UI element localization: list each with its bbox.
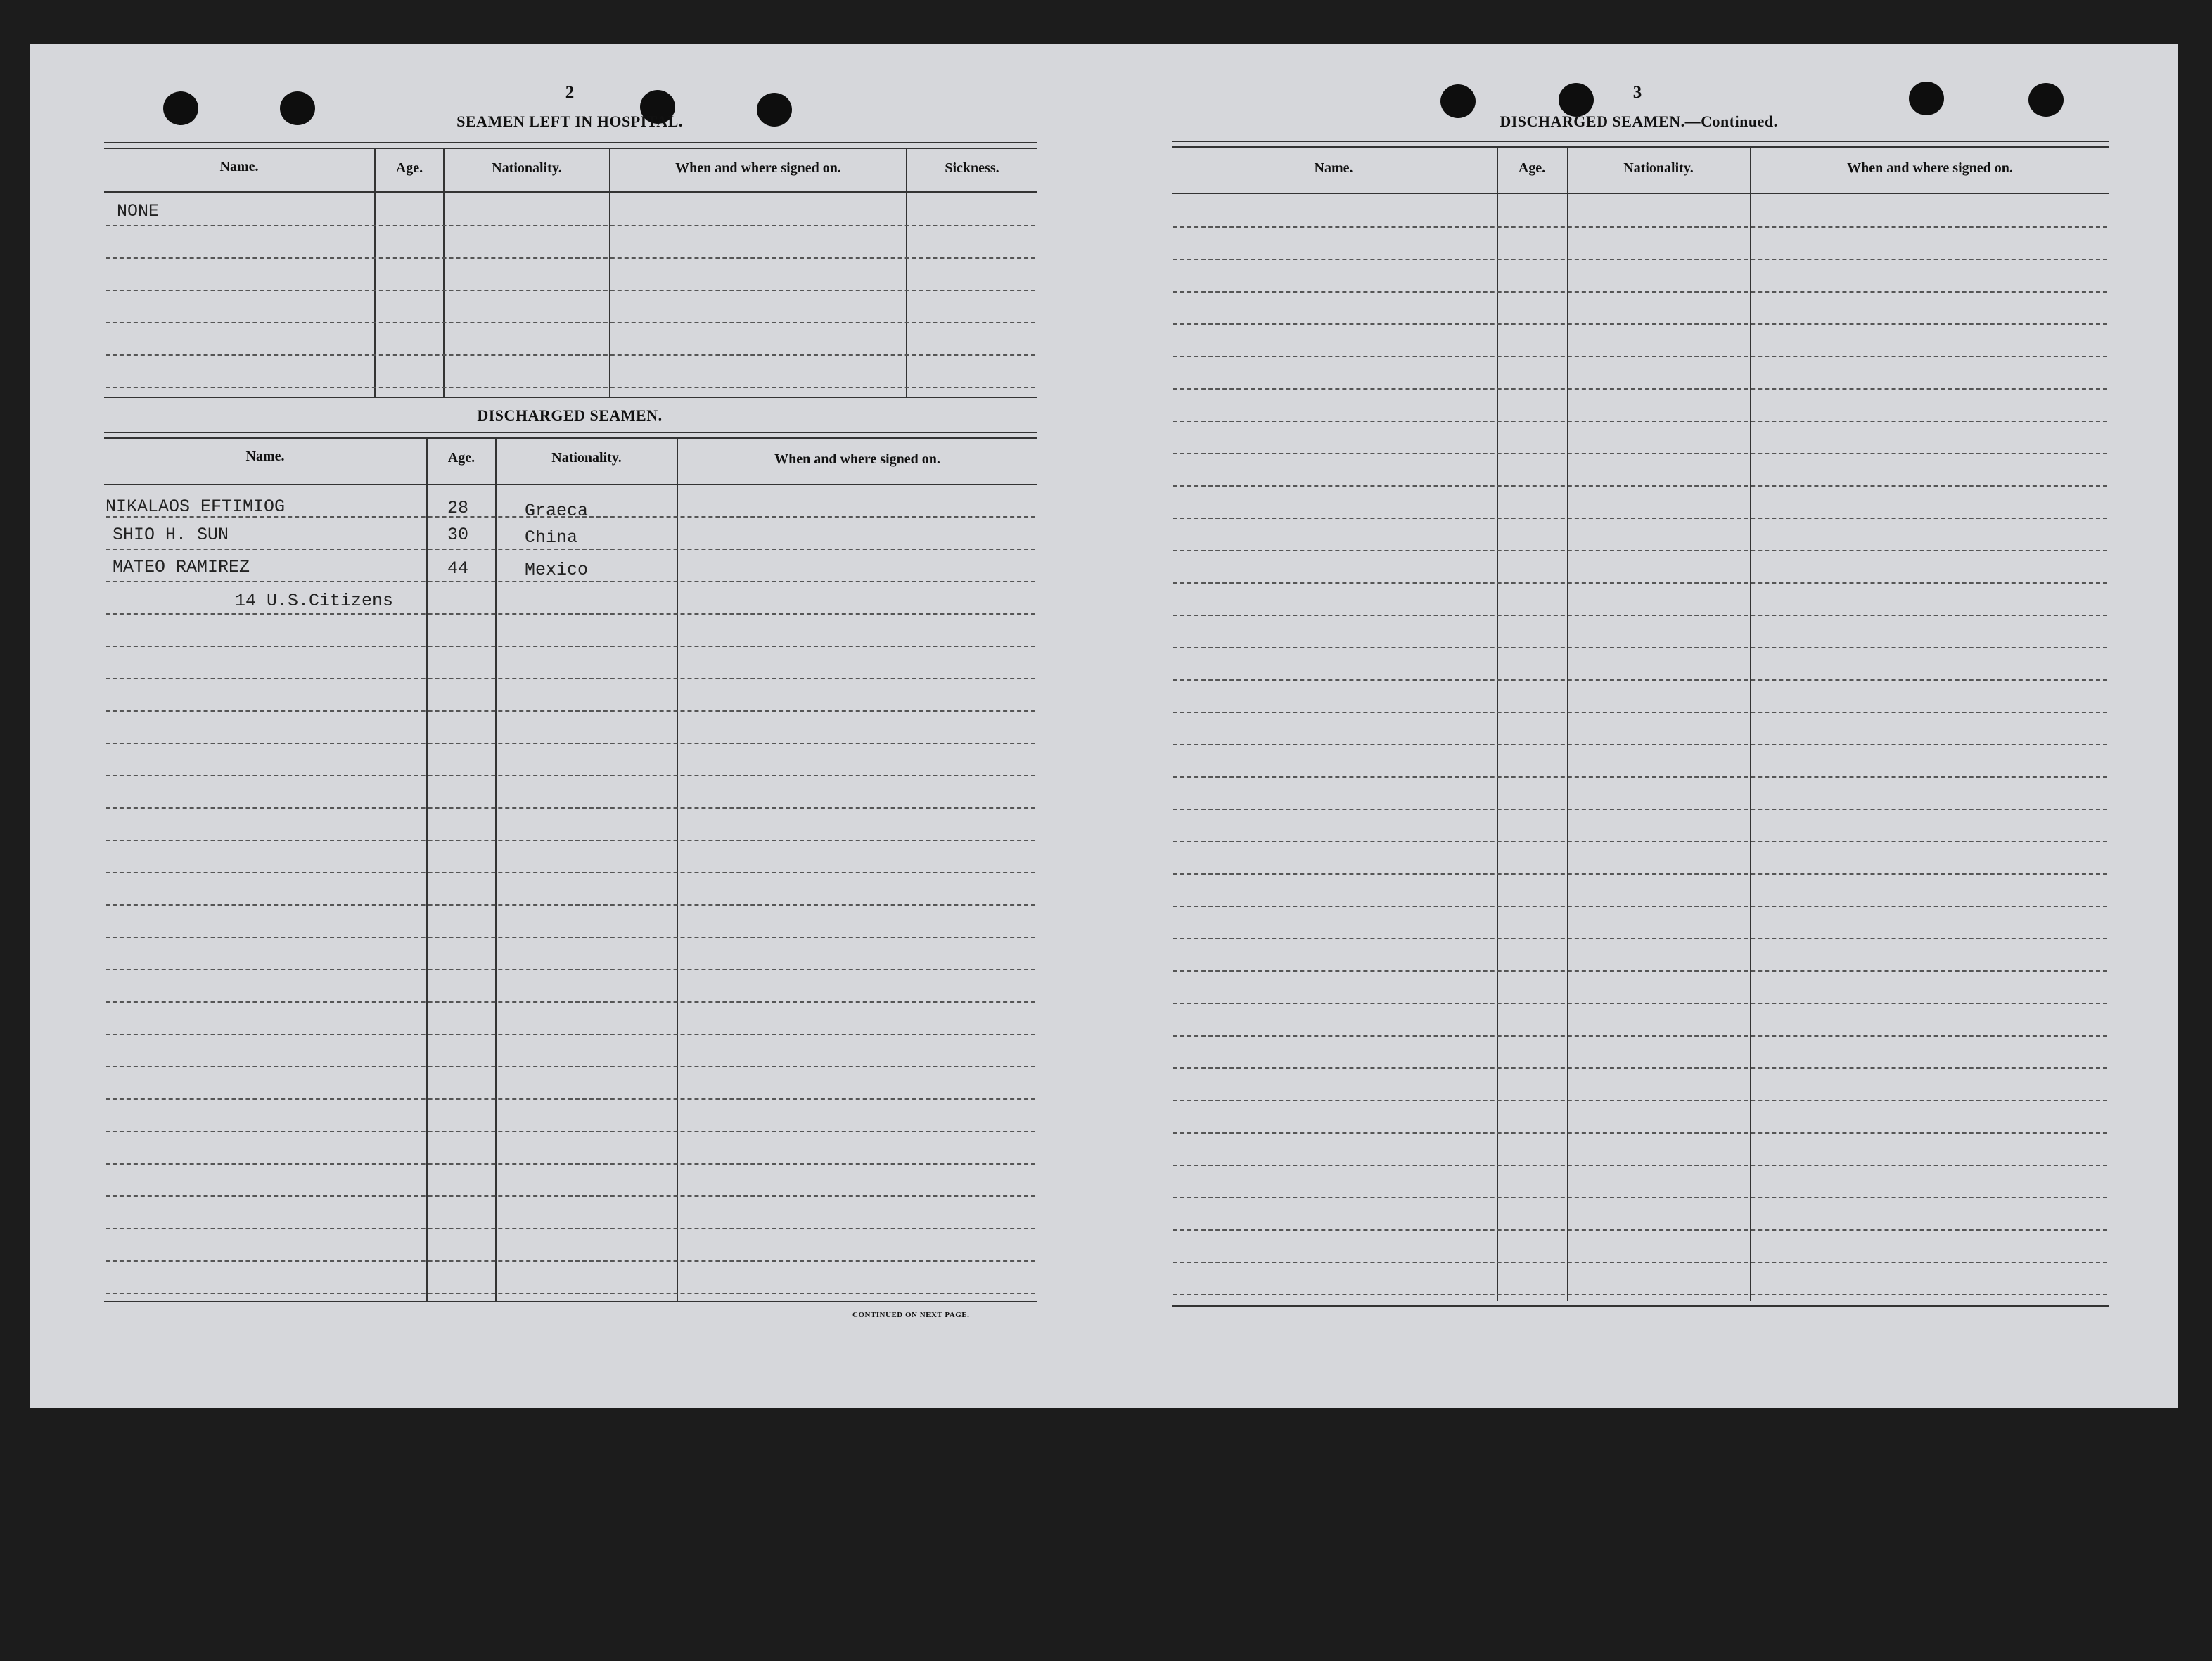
- hospital-col-divider: [374, 149, 376, 397]
- hospital-row-line: [106, 387, 1035, 388]
- ledger-row-line: [1173, 1262, 2107, 1263]
- ledger-row-line: [106, 1195, 1035, 1197]
- right-col-nationality: Nationality.: [1623, 160, 1694, 176]
- ledger-row-line: [1173, 1229, 2107, 1231]
- ledger-row-line: [1173, 1067, 2107, 1069]
- ledger-row-line: [106, 1163, 1035, 1165]
- discharged-col-divider: [677, 439, 678, 1301]
- discharged-col-divider: [426, 439, 428, 1301]
- ledger-row-line: [1173, 388, 2107, 390]
- ledger-row-line: [1173, 356, 2107, 357]
- hospital-top-rule: [104, 142, 1037, 143]
- hospital-row-line: [106, 354, 1035, 356]
- right-top-rule: [1172, 141, 2109, 142]
- ledger-row-line: [1173, 259, 2107, 260]
- hospital-row-line: [106, 257, 1035, 259]
- right-col-age: Age.: [1518, 160, 1546, 176]
- left-page-number: 2: [565, 83, 575, 102]
- continued-section-title: DISCHARGED SEAMEN.—Continued.: [1500, 113, 1778, 130]
- discharged-header-rule: [104, 484, 1037, 485]
- discharged-section-title: DISCHARGED SEAMEN.: [477, 406, 663, 424]
- discharged-col-signed-on: When and where signed on.: [774, 451, 940, 467]
- ledger-row-line: [1173, 1132, 2107, 1134]
- ledger-row-line: [1173, 809, 2107, 810]
- right-col-divider: [1567, 148, 1568, 1301]
- ledger-row-line: [1173, 615, 2107, 616]
- ledger-row-line: [106, 872, 1035, 873]
- hospital-col-divider: [443, 149, 445, 397]
- ledger-row-line: [106, 646, 1035, 647]
- ledger-row-line: [106, 1293, 1035, 1294]
- ledger-row-line: [106, 904, 1035, 906]
- hospital-row-line: [106, 225, 1035, 226]
- ledger-row-line: [1173, 1035, 2107, 1037]
- ledger-row-line: [1173, 291, 2107, 293]
- hospital-col-age: Age.: [395, 160, 423, 176]
- ledger-row-line: [106, 710, 1035, 712]
- ledger-row-line: [1173, 938, 2107, 939]
- binder-hole: [280, 91, 315, 125]
- seaman-name: MATEO RAMIREZ: [113, 557, 250, 577]
- ledger-sheet: [30, 44, 2178, 1408]
- hospital-none-entry: NONE: [117, 201, 160, 222]
- right-top-rule-2: [1172, 146, 2109, 148]
- ledger-row-line: [106, 1001, 1035, 1003]
- right-bottom-rule: [1172, 1305, 2109, 1307]
- hospital-bottom-rule: [104, 397, 1037, 398]
- ledger-row-line: [1173, 712, 2107, 713]
- right-col-divider: [1497, 148, 1498, 1301]
- ledger-row-line: [106, 743, 1035, 744]
- binder-hole: [2028, 83, 2064, 117]
- ledger-row-line: [1173, 647, 2107, 648]
- discharged-top-rule-2: [104, 437, 1037, 439]
- discharged-col-age: Age.: [447, 450, 475, 466]
- discharged-top-rule: [104, 432, 1037, 433]
- seaman-nationality: Graeca: [525, 501, 589, 521]
- ledger-row-line: [1173, 1165, 2107, 1166]
- hospital-section-title: SEAMEN LEFT IN HOSPITAL.: [456, 113, 683, 130]
- ledger-row-line: [1173, 1294, 2107, 1295]
- binder-hole: [163, 91, 198, 125]
- ledger-row-line: [1173, 453, 2107, 454]
- ledger-row-line: [106, 613, 1035, 615]
- ledger-row-line: [1173, 1197, 2107, 1198]
- ledger-row-line: [106, 1034, 1035, 1035]
- ledger-row-line: [106, 807, 1035, 809]
- ledger-row-line: [106, 969, 1035, 970]
- ledger-row-line: [1173, 550, 2107, 551]
- ledger-row-line: [1173, 841, 2107, 842]
- seaman-age: 44: [447, 558, 469, 579]
- ledger-row-line: [106, 1260, 1035, 1262]
- ledger-row-line: [1173, 485, 2107, 487]
- ledger-row-line: [106, 678, 1035, 679]
- seaman-age: 28: [447, 498, 469, 518]
- hospital-top-rule-2: [104, 148, 1037, 149]
- citizens-note: 14 U.S.Citizens: [235, 591, 394, 611]
- hospital-row-line: [106, 290, 1035, 291]
- ledger-row-line: [106, 937, 1035, 938]
- right-page-number: 3: [1632, 83, 1642, 102]
- ledger-row-line: [1173, 873, 2107, 875]
- ledger-row-line: [1173, 518, 2107, 519]
- ledger-row-line: [106, 549, 1035, 550]
- ledger-row-line: [106, 1228, 1035, 1229]
- hospital-col-divider: [609, 149, 610, 397]
- right-col-name: Name.: [1314, 160, 1353, 176]
- ledger-row-line: [1173, 970, 2107, 972]
- ledger-row-line: [1173, 323, 2107, 325]
- binder-hole: [1559, 83, 1594, 117]
- seaman-name: SHIO H. SUN: [113, 525, 229, 545]
- hospital-col-nationality: Nationality.: [492, 160, 562, 176]
- hospital-row-line: [106, 322, 1035, 323]
- discharged-bottom-rule: [104, 1301, 1037, 1302]
- hospital-col-sickness: Sickness.: [945, 160, 999, 176]
- right-col-divider: [1750, 148, 1751, 1301]
- hospital-header-rule: [104, 191, 1037, 193]
- ledger-row-line: [106, 775, 1035, 776]
- ledger-row-line: [1173, 1100, 2107, 1101]
- discharged-col-name: Name.: [245, 449, 285, 464]
- ledger-row-line: [1173, 906, 2107, 907]
- ledger-row-line: [106, 581, 1035, 582]
- ledger-row-line: [1173, 226, 2107, 228]
- ledger-row-line: [1173, 744, 2107, 745]
- continued-footer: CONTINUED ON NEXT PAGE.: [852, 1311, 970, 1319]
- ledger-row-line: [1173, 1003, 2107, 1004]
- right-col-signed-on: When and where signed on.: [1847, 160, 2013, 176]
- hospital-col-divider: [906, 149, 907, 397]
- discharged-col-nationality: Nationality.: [551, 450, 622, 466]
- ledger-row-line: [106, 840, 1035, 841]
- seaman-nationality: Mexico: [525, 560, 589, 580]
- binder-hole: [1909, 82, 1944, 115]
- seaman-age: 30: [447, 525, 469, 545]
- seaman-name: NIKALAOS EFTIMIOG: [106, 496, 286, 517]
- ledger-row-line: [106, 1098, 1035, 1100]
- discharged-col-divider: [495, 439, 497, 1301]
- ledger-row-line: [1173, 421, 2107, 422]
- binder-hole: [757, 93, 792, 127]
- ledger-row-line: [106, 1066, 1035, 1067]
- hospital-col-signed-on: When and where signed on.: [675, 160, 841, 176]
- right-header-rule: [1172, 193, 2109, 194]
- ledger-row-line: [1173, 679, 2107, 681]
- ledger-row-line: [1173, 776, 2107, 778]
- ledger-row-line: [1173, 582, 2107, 584]
- ledger-row-line: [106, 1131, 1035, 1132]
- seaman-nationality: China: [525, 527, 578, 548]
- hospital-col-name: Name.: [219, 159, 259, 174]
